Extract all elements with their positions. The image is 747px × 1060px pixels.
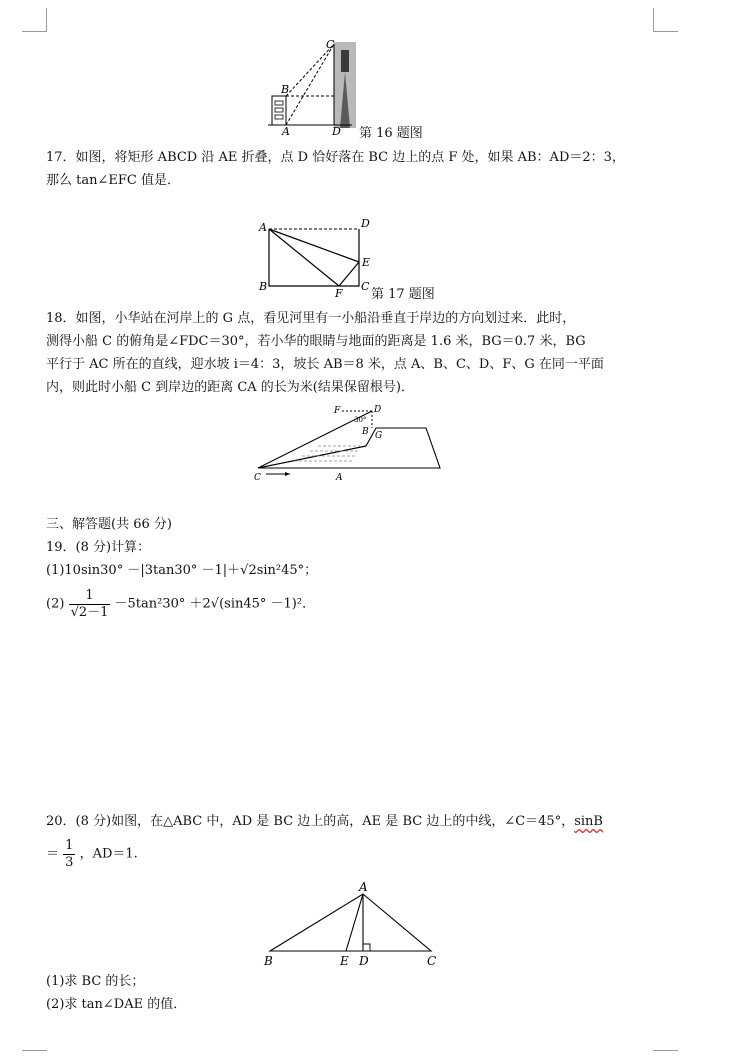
label-f: F — [334, 406, 341, 416]
label-b: B — [362, 427, 369, 437]
label-f: F — [335, 287, 343, 300]
q19-title: 19．(8 分)计算： — [46, 540, 151, 555]
label-angle: 30° — [354, 416, 367, 424]
sight-line-bc — [286, 44, 334, 96]
section-3-title: 三、解答题(共 66 分) — [46, 517, 172, 532]
fraction-numerator: 1 — [65, 838, 74, 853]
tower-top — [341, 50, 349, 72]
line-af — [269, 229, 339, 286]
label-c: C — [427, 954, 437, 968]
sight-line-ac — [286, 44, 334, 125]
label-b: B — [259, 280, 268, 293]
q19-part1: (1)10sin30° －|3tan30° －1|＋√2sin²45°； — [46, 563, 318, 578]
window — [275, 115, 283, 119]
window — [275, 101, 283, 105]
q18-line1: 18．如图，小华站在河岸上的 G 点，看见河里有一小船沿垂直于岸边的方向划过来．此时， — [46, 311, 576, 326]
figure-16-caption: 第 16 题图 — [359, 126, 423, 141]
label-a: A — [336, 473, 343, 483]
fold-line-ae — [269, 229, 359, 262]
label-d: D — [361, 217, 370, 230]
q20-sinb: sinB — [574, 814, 603, 829]
crop-mark-top-right-h — [653, 31, 678, 32]
q20-line2 — [46, 838, 138, 871]
q19-part2-prefix: (2) — [46, 596, 65, 612]
q18-line4: 内，则此时小船 C 到岸边的距离 CA 的长为米(结果保留根号)． — [46, 380, 414, 395]
label-c: C — [254, 473, 261, 483]
q20-line1 — [46, 811, 603, 833]
q20-sub2: (2)求 tan∠DAE 的值． — [46, 997, 187, 1012]
label-c: C — [326, 38, 335, 51]
building — [272, 96, 286, 125]
q17-line1: 17．如图，将矩形 ABCD 沿 AE 折叠，点 D 恰好落在 BC 边上的点 F 处，如果 AB：AD＝2：3， — [46, 150, 625, 165]
q18-line3: 平行于 AC 所在的直线，迎水坡 i＝4：3，坡长 AB＝8 米，点 A、B、C、D、F、G 在同一平面 — [46, 357, 604, 372]
q18-line2: 测得小船 C 的俯角是∠FDC＝30°，若小华的眼睛与地面的距离是 1.6 米，BG＝0.7 米，BG — [46, 334, 586, 349]
label-a: A — [282, 125, 290, 138]
crop-mark-bottom-left-h — [22, 1050, 47, 1051]
q19-part2 — [46, 588, 315, 621]
triangle-abc — [270, 894, 431, 951]
crop-mark-top-left-v — [46, 8, 47, 32]
right-angle-mark — [363, 944, 370, 951]
q20-fraction — [63, 838, 75, 871]
figure-17-caption: 第 17 题图 — [371, 287, 435, 302]
fraction-denominator: 3 — [65, 855, 74, 870]
crop-mark-top-right-v — [653, 8, 654, 32]
window — [275, 108, 283, 112]
q20-line2-rest: ，AD＝1. — [79, 846, 138, 862]
label-g: G — [375, 431, 383, 441]
figure-18 — [250, 404, 450, 482]
label-e: E — [362, 256, 371, 269]
label-b: B — [264, 954, 273, 968]
label-b: B — [281, 83, 290, 96]
label-e: E — [340, 954, 349, 968]
slope-ab — [258, 446, 366, 468]
figure-17 — [255, 216, 373, 298]
label-c: C — [361, 280, 370, 293]
q20-equals: ＝ — [46, 846, 60, 862]
boat-arrow-head — [285, 472, 290, 476]
crop-mark-top-left-h — [22, 31, 47, 32]
label-d: D — [359, 954, 369, 968]
q20-sub1: (1)求 BC 的长； — [46, 974, 145, 989]
fraction-numerator: 1 — [69, 588, 111, 605]
label-d: D — [374, 405, 382, 415]
q20-line1-text: 20．(8 分)如图，在△ABC 中，AD 是 BC 边上的高，AE 是 BC 边上的中线，∠C＝45°， — [46, 814, 575, 829]
crop-mark-bottom-right-h — [653, 1050, 678, 1051]
q17-line2: 那么 tan∠EFC 值是． — [46, 173, 180, 188]
figure-16 — [262, 36, 362, 136]
q19-part2-fraction — [69, 588, 111, 621]
fraction-denominator: √2－1 — [70, 605, 109, 620]
label-a: A — [359, 880, 368, 894]
label-d: D — [332, 125, 341, 138]
figure-20 — [258, 878, 448, 970]
line-fe — [339, 262, 359, 286]
label-a: A — [259, 221, 267, 234]
q19-part2-rest: －5tan²30° ＋2√(sin45° －1)²． — [114, 596, 316, 612]
